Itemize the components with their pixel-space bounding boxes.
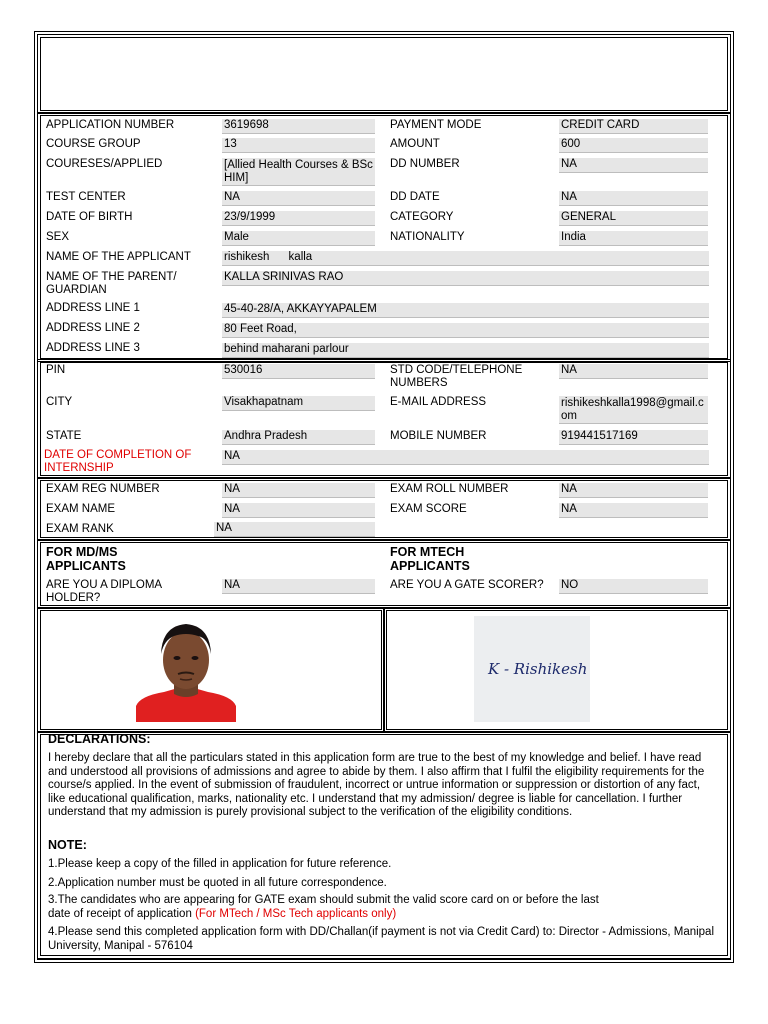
note-3-mtech-only: (For MTech / MSc Tech applicants only): [195, 908, 397, 920]
label-exam-reg-number: EXAM REG NUMBER: [46, 483, 160, 495]
label-address-line-3: ADDRESS LINE 3: [46, 342, 140, 354]
note-2: 2.Application number must be quoted in all future correspondence.: [48, 877, 387, 889]
value-courses-applied: [Allied Health Courses & BSc HIM]: [222, 158, 375, 186]
label-nationality: NATIONALITY: [390, 231, 465, 243]
note-heading: NOTE:: [48, 838, 87, 852]
label-diploma-holder: ARE YOU A DIPLOMA HOLDER?: [46, 579, 162, 604]
label-gate-scorer: ARE YOU A GATE SCORER?: [390, 579, 544, 591]
label-amount: AMOUNT: [390, 138, 440, 150]
header-box: [40, 37, 728, 111]
value-parent-name: KALLA SRINIVAS RAO: [222, 271, 709, 286]
label-pin: PIN: [46, 364, 66, 376]
md-ms-heading: FOR MD/MS APPLICANTS: [46, 545, 126, 573]
value-email: rishikeshkalla1998@gmail.com: [559, 396, 708, 424]
label-address-line-1: ADDRESS LINE 1: [46, 302, 140, 314]
value-exam-reg-number: NA: [222, 483, 375, 498]
label-state: STATE: [46, 430, 82, 442]
signature-text: K - Rishikesh: [488, 660, 588, 678]
label-city: CITY: [46, 396, 73, 408]
label-dd-date: DD DATE: [390, 191, 440, 203]
note-3-continued: [48, 908, 396, 921]
label-category: CATEGORY: [390, 211, 454, 223]
label-mobile: MOBILE NUMBER: [390, 430, 487, 442]
label-test-center: TEST CENTER: [46, 191, 126, 203]
label-address-line-2: ADDRESS LINE 2: [46, 322, 140, 334]
applicant-photo: [128, 616, 244, 722]
value-category: GENERAL: [559, 211, 708, 226]
value-test-center: NA: [222, 191, 375, 206]
label-application-number: APPLICATION NUMBER: [46, 119, 175, 131]
label-course-group: COURSE GROUP: [46, 138, 141, 150]
value-internship: NA: [222, 450, 709, 465]
value-application-number: 3619698: [222, 119, 375, 134]
label-email: E-MAIL ADDRESS: [390, 396, 487, 408]
mtech-heading: FOR MTECH APPLICANTS: [390, 545, 470, 573]
label-exam-rank: EXAM RANK: [46, 523, 114, 535]
label-sex: SEX: [46, 231, 70, 243]
label-exam-roll-number: EXAM ROLL NUMBER: [390, 483, 509, 495]
value-date-of-birth: 23/9/1999: [222, 211, 375, 226]
value-exam-roll-number: NA: [559, 483, 708, 498]
label-parent-name: NAME OF THE PARENT/ GUARDIAN: [46, 271, 177, 296]
value-address-line-1: 45-40-28/A, AKKAYYAPALEM: [222, 303, 709, 318]
value-applicant-name: rishikesh kalla: [222, 251, 709, 266]
value-exam-rank: NA: [214, 522, 375, 537]
note-1: 1.Please keep a copy of the filled in application for future reference.: [48, 858, 392, 870]
declarations-text: I hereby declare that all the particulars stated in this application form are true to the best of my knowledge and belief. I have read and understood all provisions of admissions and agree to abide by them. I also affirm that I fulfil the eligibility requirements for the course/s applied. In the event of submission of fraudulent, incorrect or untrue information or suppression or distortion of any fact, like educational qualification, marks, nationality etc. I understand that my admission/ degree is liable for cancellation. I further understand that my admission is purely provisional subject to the verification of the eligibility conditions.: [48, 752, 705, 818]
label-exam-score: EXAM SCORE: [390, 503, 467, 515]
value-payment-mode: CREDIT CARD: [559, 119, 708, 134]
value-sex: Male: [222, 231, 375, 246]
label-internship: DATE OF COMPLETION OF INTERNSHIP: [44, 449, 192, 474]
value-gate-scorer: NO: [559, 579, 708, 594]
declarations-heading: DECLARATIONS:: [48, 732, 151, 746]
label-courses-applied: COURESES/APPLIED: [46, 158, 163, 170]
note-3: 3.The candidates who are appearing for GATE exam should submit the valid score card on or before the last: [48, 894, 599, 906]
label-exam-name: EXAM NAME: [46, 503, 116, 515]
value-dd-date: NA: [559, 191, 708, 206]
value-std-code: NA: [559, 364, 708, 379]
value-mobile: 919441517169: [559, 430, 708, 445]
value-diploma-holder: NA: [222, 579, 375, 594]
value-exam-score: NA: [559, 503, 708, 518]
note-3-line-2: date of receipt of application: [48, 908, 192, 920]
value-address-line-3: behind maharani parlour: [222, 343, 709, 358]
value-exam-name: NA: [222, 503, 375, 518]
note-4: 4.Please send this completed application form with DD/Challan(if payment is not via Credit Card) to: Director - Admissions, Manipal University, Manipal - 576104: [48, 926, 715, 952]
label-applicant-name: NAME OF THE APPLICANT: [46, 251, 191, 263]
value-dd-number: NA: [559, 158, 708, 173]
value-pin: 530016: [222, 364, 375, 379]
label-std-code: STD CODE/TELEPHONE NUMBERS: [390, 364, 523, 389]
value-course-group: 13: [222, 138, 375, 153]
label-date-of-birth: DATE OF BIRTH: [46, 211, 133, 223]
label-payment-mode: PAYMENT MODE: [390, 119, 482, 131]
value-state: Andhra Pradesh: [222, 430, 375, 445]
value-amount: 600: [559, 138, 708, 153]
value-city: Visakhapatnam: [222, 396, 375, 411]
value-address-line-2: 80 Feet Road,: [222, 323, 709, 338]
label-dd-number: DD NUMBER: [390, 158, 460, 170]
value-nationality: India: [559, 231, 708, 246]
signature-image: [474, 616, 590, 722]
